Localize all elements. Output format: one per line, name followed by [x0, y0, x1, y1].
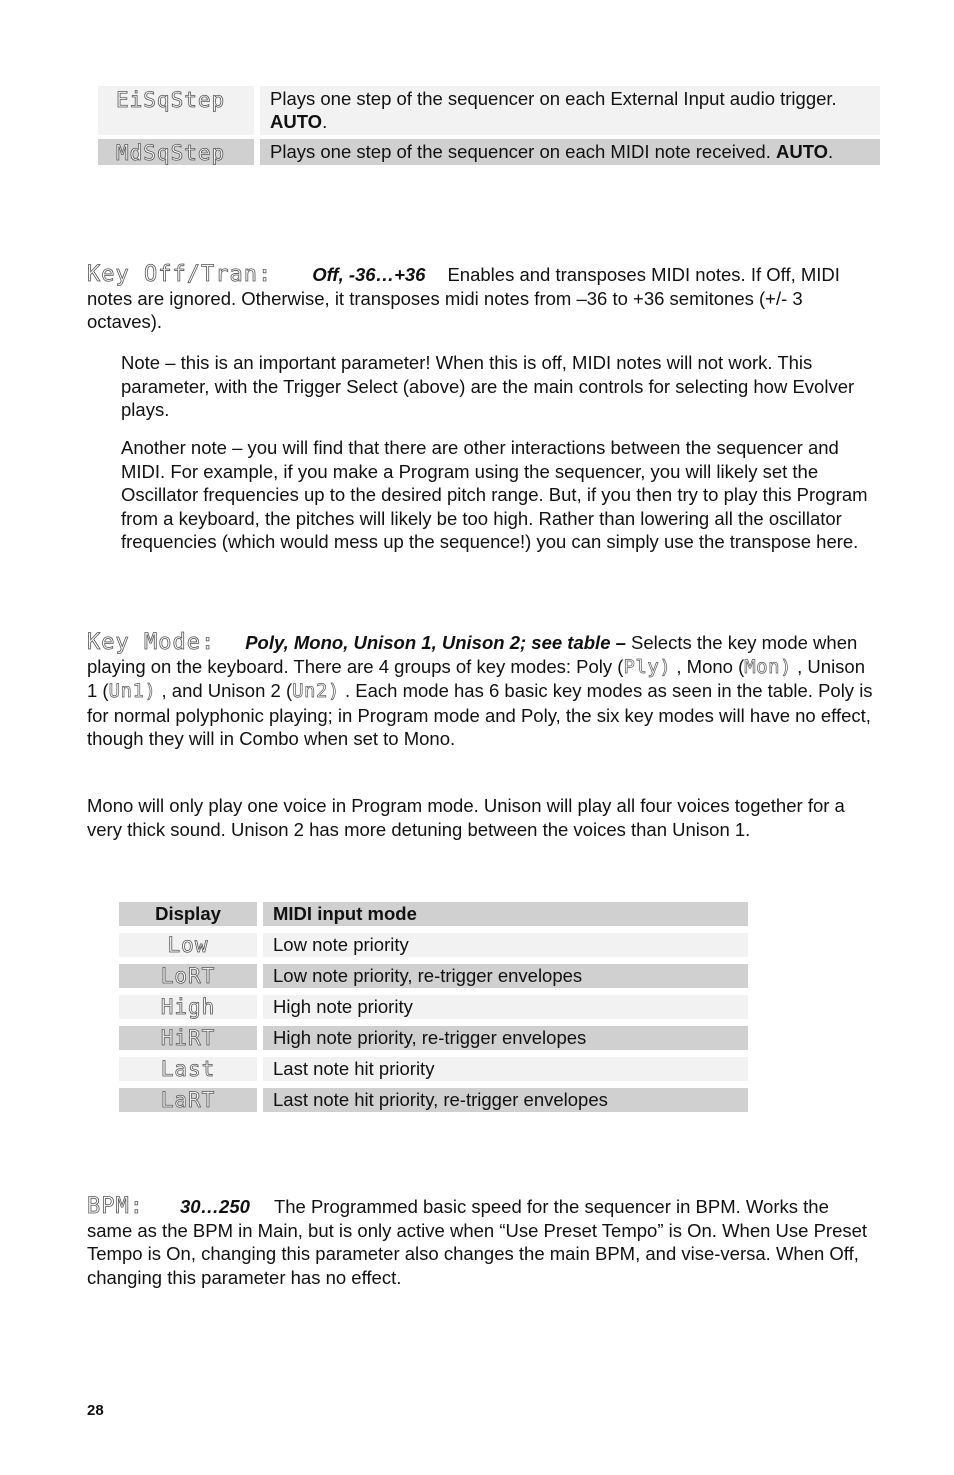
description-text: Selects the key mode when playing on the keyboard. There are 4 groups of key modes: Poly ( — [87, 632, 858, 677]
lcd-inline-label: Un2) — [292, 680, 340, 702]
auto-label: AUTO — [270, 111, 323, 132]
key-off-tran-section — [87, 263, 877, 334]
description-text: , Mono ( — [671, 655, 745, 677]
column-header: MIDI input mode — [263, 902, 748, 926]
lcd-display-cell: Low — [119, 933, 257, 957]
lcd-inline-label: Ply) — [623, 655, 672, 678]
row-description — [260, 139, 880, 165]
note-paragraph: Another note – you will find that there are other interactions between the sequencer and MIDI. For example, if you make a Program using the sequencer, you will likely set the Oscillator frequencies up to the desired pitch range. But, if you then try to play this Program from a keyboard, the pitches will likely be too high. Rather than lowering all the oscillator frequencies (which would mess up the sequence!) you can simply use the transpose here. — [121, 437, 868, 552]
description-text: . Each mode has 6 basic key modes as seen in the table. Poly is for normal polyphonic playing; in Program mode and Poly, the six key modes will have no effect, though they will in Combo when set to Mono. — [87, 680, 873, 749]
mode-cell: Low note priority — [263, 933, 748, 957]
lcd-display-cell: HiRT — [119, 1026, 257, 1050]
table-row — [119, 933, 748, 957]
key-mode-table — [119, 902, 748, 1119]
table-row — [98, 139, 880, 165]
lcd-display-label: EiSqStep — [98, 86, 254, 135]
table-header-row — [119, 902, 748, 926]
description-text: Plays one step of the sequencer on each MIDI note received. — [270, 141, 771, 162]
mode-cell: High note priority, re-trigger envelopes — [263, 1026, 748, 1050]
punctuation: . — [322, 111, 328, 132]
lcd-display-cell: High — [119, 995, 257, 1019]
table-row — [119, 1026, 748, 1050]
lcd-display-cell: LoRT — [119, 964, 257, 988]
key-mode-section — [87, 631, 877, 751]
lcd-display-cell: Last — [119, 1057, 257, 1081]
lcd-inline-label: Un1) — [108, 680, 157, 702]
lcd-inline-label: Mon) — [744, 655, 792, 678]
lcd-display-label: Key Mode: — [87, 630, 216, 655]
description-text: Enables and transposes MIDI notes. If Off, MIDI notes are ignored. Otherwise, it transposes midi notes from –36 to +36 semitones (+/- 3 octaves). — [87, 264, 840, 332]
note-paragraph: Note – this is an important parameter! When this is off, MIDI notes will not work. This parameter, with the Trigger Select (above) are the main controls for selecting how Evolver plays. — [121, 352, 855, 420]
table-row — [119, 1057, 748, 1081]
mode-cell: Low note priority, re-trigger envelopes — [263, 964, 748, 988]
auto-label: AUTO — [775, 141, 829, 162]
mode-cell: Last note hit priority, re-trigger envelopes — [263, 1088, 748, 1112]
punctuation: . — [828, 141, 834, 162]
mode-cell: Last note hit priority — [263, 1057, 748, 1081]
bpm-section — [87, 1195, 877, 1289]
description-text: , and Unison 2 ( — [156, 680, 293, 701]
table-row — [119, 964, 748, 988]
mono-paragraph: Mono will only play one voice in Program mode. Unison will play all four voices together for a very thick sound. Unison 2 has more detuning between the voices than Unison 1. — [87, 795, 845, 840]
column-header: Display — [119, 902, 257, 926]
option-range: Off, -36…+36 — [312, 264, 426, 285]
trigger-table — [98, 86, 880, 169]
lcd-display-label: BPM: — [87, 1194, 144, 1219]
option-range: 30…250 — [179, 1196, 250, 1217]
lcd-display-cell: LaRT — [119, 1088, 257, 1112]
lcd-display-label: MdSqStep — [98, 139, 254, 165]
table-row — [119, 1088, 748, 1112]
row-description — [260, 86, 880, 135]
table-row — [98, 86, 880, 135]
page-number: 28 — [87, 1402, 104, 1419]
description-text: The Programmed basic speed for the sequencer in BPM. Works the same as the BPM in Main, but is only active when “Use Preset Tempo” is On. When Use Preset Tempo is On, changing this parameter also changes the main BPM, and vise-versa. When Off, changing this parameter has no effect. — [87, 1196, 868, 1288]
description-text: Plays one step of the sequencer on each External Input audio trigger. — [270, 88, 837, 109]
option-range: Poly, Mono, Unison 1, Unison 2; see table – — [245, 632, 626, 653]
description-text: , Unison 1 ( — [87, 655, 866, 701]
lcd-display-label: Key Off/Tran: — [87, 262, 273, 287]
mode-cell: High note priority — [263, 995, 748, 1019]
table-row — [119, 995, 748, 1019]
